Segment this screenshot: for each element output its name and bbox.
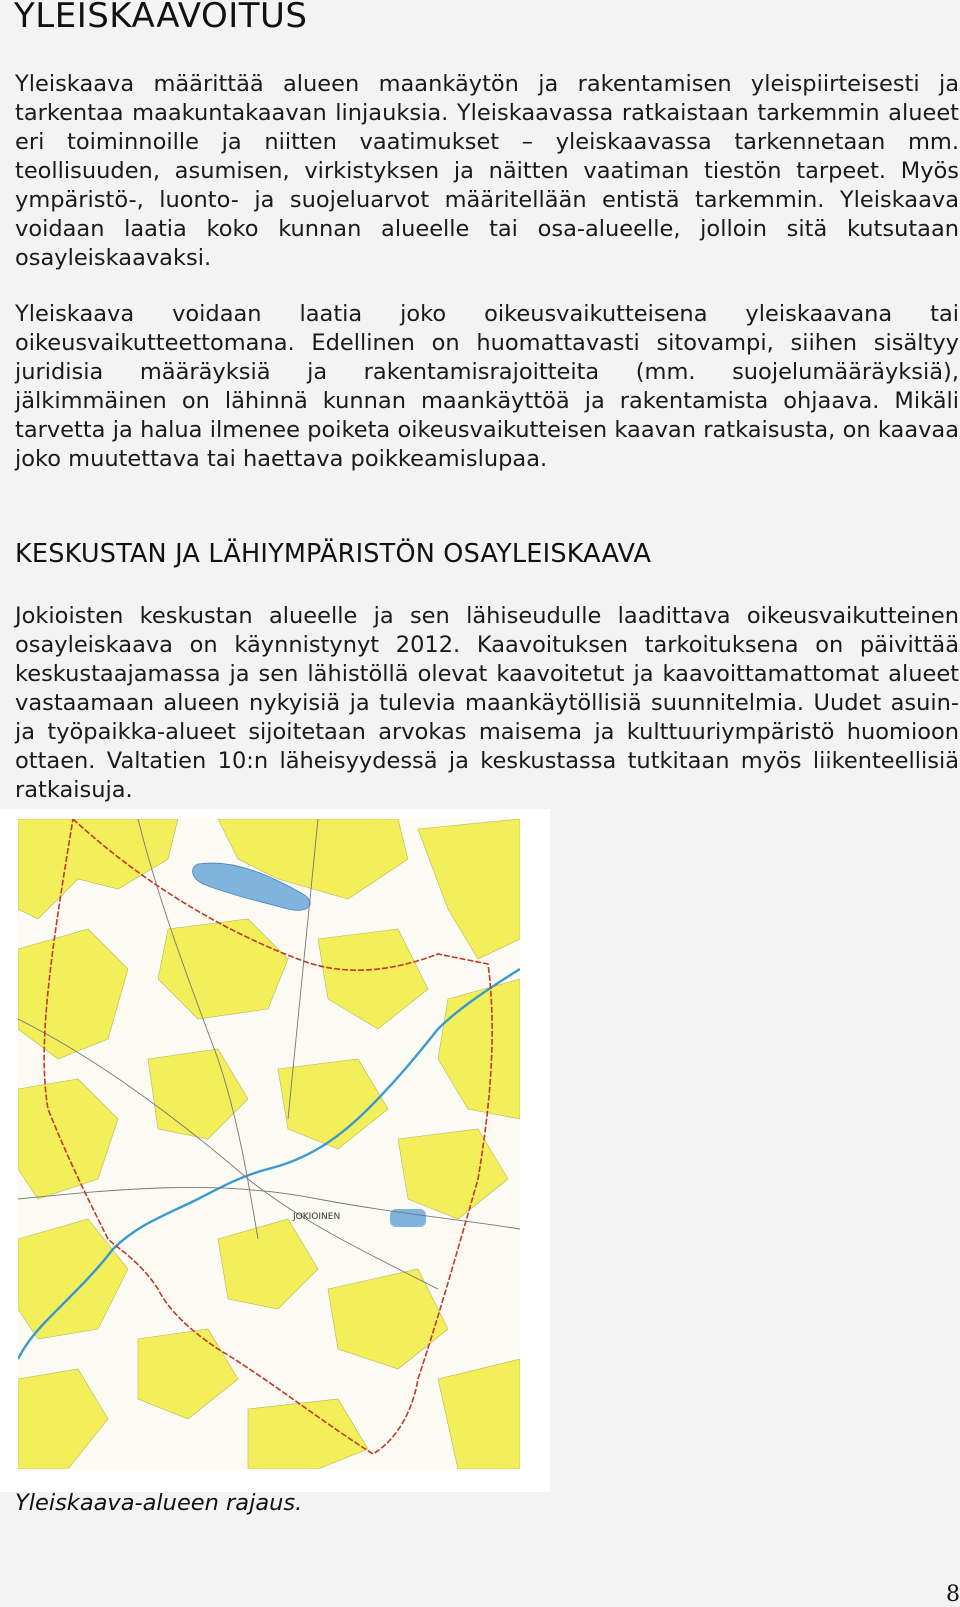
page-title: YLEISKAAVOITUS bbox=[14, 0, 308, 36]
map-figure bbox=[18, 819, 520, 1469]
section-heading: KESKUSTAN JA LÄHIYMPÄRISTÖN OSAYLEISKAAVA bbox=[15, 539, 652, 569]
figure-caption: Yleiskaava-alueen rajaus. bbox=[15, 1490, 303, 1516]
plan-area-map bbox=[0, 809, 550, 1492]
paragraph-legal-effect: Yleiskaava voidaan laatia joko oikeusvaikutteisena yleiskaavana tai oikeusvaikutteettomana. Edellinen on huomattavasti sitovampi, siihen sisältyy juridisia määräyksiä ja rakentamisrajoitteita (mm. suojelumääräyksiä), jälkimmäinen on lähinnä kunnan maankäyttöä ja rakentamista ohjaava. Mikäli tarvetta ja halua ilmenee poiketa oikeusvaikutteisen kaavan ratkaisusta, on kaavaa joko muutettava tai haettava poikkeamislupaa. bbox=[15, 301, 959, 472]
map-label-town: JOKIOINEN bbox=[293, 1212, 341, 1222]
paragraph-center-plan: Jokioisten keskustan alueelle ja sen lähiseudulle laadittava oikeusvaikutteinen osayleiskaava on käynnistynyt 2012. Kaavoituksen tarkoituksena on päivittää keskustaajamassa ja sen lähistöllä olevat kaavoitetut ja kaavoittamattomat alueet vastaamaan alueen nykyisiä ja tulevia maankäytöllisiä suunnitelmia. Uudet asuin- ja työpaikka-alueet sijoitetaan arvokas maisema ja kulttuuriympäristö huomioon ottaen. Valtatien 10:n läheisyydessä ja keskustassa tutkitaan myös liikenteellisiä ratkaisuja. bbox=[15, 603, 959, 803]
paragraph-general-plan-intro: Yleiskaava määrittää alueen maankäytön ja rakentamisen yleispiirteisesti ja tarkentaa maakuntakaavan linjauksia. Yleiskaavassa ratkaistaan tarkemmin alueet eri toiminnoille ja niitten vaatimukset – yleiskaavassa tarkennetaan mm. teollisuuden, asumisen, virkistyksen ja näitten vaatiman tiestön tarpeet. Myös ympäristö-, luonto- ja suojeluarvot määritellään entistä tarkemmin. Yleiskaava voidaan laatia koko kunnan alueelle tai osa-alueelle, jolloin sitä kutsutaan osayleiskaavaksi. bbox=[15, 71, 959, 271]
page-number: 8 bbox=[946, 1582, 960, 1607]
